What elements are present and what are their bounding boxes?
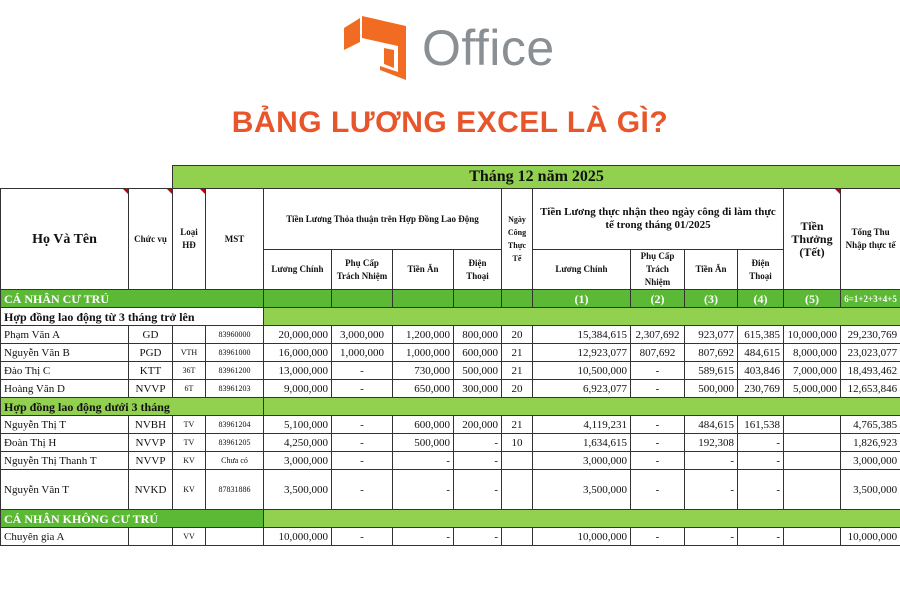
base-salary-cell: 20,000,000 [264,326,332,344]
workdays-cell: 20 [502,326,533,344]
workdays-cell [502,470,533,510]
rows-nonresident [1,528,900,546]
actual-allowance-cell: - [631,380,685,398]
meal-allowance-cell: 730,000 [393,362,454,380]
total-income-cell: 29,230,769 [841,326,900,344]
employee-name-cell: Phạm Văn A [1,326,129,344]
allowance-cell: 3,000,000 [332,326,393,344]
header-sub-base: Lương Chính [264,250,332,290]
employee-name-cell: Đoàn Thị H [1,434,129,452]
actual-base-salary-cell: 1,634,615 [533,434,631,452]
phone-allowance-cell: - [454,434,502,452]
header-sub-phone: Điện Thoại [454,250,502,290]
section-nonresident-row [1,510,900,528]
actual-phone-cell: - [738,434,784,452]
workdays-cell: 20 [502,380,533,398]
section-fill [264,510,900,528]
allowance-cell: - [332,452,393,470]
phone-allowance-cell: 300,000 [454,380,502,398]
meal-allowance-cell: - [393,528,454,546]
actual-meal-cell: 923,077 [685,326,738,344]
phone-allowance-cell: 500,000 [454,362,502,380]
employee-name-cell: Nguyễn Văn T [1,470,129,510]
actual-meal-cell: 807,692 [685,344,738,362]
col-index-2: (2) [631,290,685,308]
bonus-cell: 7,000,000 [784,362,841,380]
total-income-cell: 3,500,000 [841,470,900,510]
bonus-cell [784,416,841,434]
phone-allowance-cell: - [454,470,502,510]
section-resident-row [1,290,900,308]
bonus-cell: 10,000,000 [784,326,841,344]
bonus-cell: 8,000,000 [784,344,841,362]
position-cell: NVBH [129,416,173,434]
actual-phone-cell: - [738,528,784,546]
actual-allowance-cell: - [631,470,685,510]
actual-phone-cell: - [738,452,784,470]
actual-phone-cell: 484,615 [738,344,784,362]
table-row [1,434,900,452]
actual-meal-cell: - [685,470,738,510]
group-fill [264,398,900,416]
col-index-5: (5) [784,290,841,308]
actual-base-salary-cell: 3,000,000 [533,452,631,470]
section-cell [393,290,454,308]
base-salary-cell: 16,000,000 [264,344,332,362]
tax-code-cell: 83961205 [206,434,264,452]
allowance-cell: - [332,416,393,434]
payroll-sheet [0,165,900,546]
table-row [1,416,900,434]
allowance-cell: - [332,528,393,546]
meal-allowance-cell: 1,000,000 [393,344,454,362]
position-cell: GD [129,326,173,344]
actual-allowance-cell: 2,307,692 [631,326,685,344]
position-cell: NVVP [129,452,173,470]
group-fill [264,308,900,326]
workdays-cell: 10 [502,434,533,452]
base-salary-cell: 4,250,000 [264,434,332,452]
allowance-cell: - [332,380,393,398]
position-cell [129,528,173,546]
header-tax-code: MST [206,189,264,290]
contract-type-cell: KV [173,452,206,470]
total-income-cell: 1,826,923 [841,434,900,452]
section-cell [332,290,393,308]
meal-allowance-cell: 1,200,000 [393,326,454,344]
base-salary-cell: 10,000,000 [264,528,332,546]
meal-allowance-cell: 650,000 [393,380,454,398]
header-actual-salary: Tiền Lương thực nhận theo ngày công đi làm thực tế trong tháng 01/2025 [533,189,784,250]
table-row [1,362,900,380]
meal-allowance-cell: - [393,470,454,510]
blank-cell [129,166,173,189]
group-long-row [1,308,900,326]
position-cell: NVVP [129,434,173,452]
header-sub-allowance-actual: Phụ Cấp Trách Nhiệm [631,250,685,290]
actual-base-salary-cell: 12,923,077 [533,344,631,362]
tax-code-cell: 83961000 [206,344,264,362]
actual-base-salary-cell: 3,500,000 [533,470,631,510]
header-position: Chức vụ [129,189,173,290]
total-formula: 6=1+2+3+4+5 [841,290,900,308]
tax-code-cell: 83961204 [206,416,264,434]
contract-type-cell [173,326,206,344]
position-cell: NVVP [129,380,173,398]
phone-allowance-cell: 600,000 [454,344,502,362]
actual-meal-cell: 192,308 [685,434,738,452]
actual-phone-cell: - [738,470,784,510]
actual-meal-cell: 500,000 [685,380,738,398]
contract-type-cell: VV [173,528,206,546]
group-short-label: Hợp đồng lao động dưới 3 tháng [1,398,264,416]
workdays-cell [502,452,533,470]
header-name: Họ Và Tên [1,189,129,290]
actual-phone-cell: 230,769 [738,380,784,398]
rows-short [1,416,900,510]
header-sub-meal: Tiền Ăn [393,250,454,290]
total-income-cell: 18,493,462 [841,362,900,380]
header-sub-meal-actual: Tiền Ăn [685,250,738,290]
phone-allowance-cell: - [454,452,502,470]
group-short-row [1,398,900,416]
phone-allowance-cell: 200,000 [454,416,502,434]
total-income-cell: 12,653,846 [841,380,900,398]
actual-base-salary-cell: 4,119,231 [533,416,631,434]
actual-meal-cell: 589,615 [685,362,738,380]
actual-meal-cell: 484,615 [685,416,738,434]
base-salary-cell: 9,000,000 [264,380,332,398]
actual-phone-cell: 161,538 [738,416,784,434]
total-income-cell: 23,023,077 [841,344,900,362]
header-sub-allowance: Phụ Cấp Trách Nhiệm [332,250,393,290]
group-long-label: Hợp đồng lao động từ 3 tháng trở lên [1,308,264,326]
tax-code-cell: 83961203 [206,380,264,398]
section-nonresident-label: CÁ NHÂN KHÔNG CƯ TRÚ [1,510,264,528]
actual-meal-cell: - [685,528,738,546]
section-resident-label: CÁ NHÂN CƯ TRÚ [1,290,264,308]
contract-type-cell: 6T [173,380,206,398]
employee-name-cell: Chuyên gia A [1,528,129,546]
contract-type-cell: 36T [173,362,206,380]
header-sub-base-actual: Lương Chính [533,250,631,290]
workdays-cell: 21 [502,344,533,362]
base-salary-cell: 5,100,000 [264,416,332,434]
meal-allowance-cell: 500,000 [393,434,454,452]
tax-code-cell: 87831886 [206,470,264,510]
section-cell [454,290,502,308]
actual-allowance-cell: - [631,416,685,434]
actual-allowance-cell: - [631,434,685,452]
actual-phone-cell: 403,846 [738,362,784,380]
meal-allowance-cell: - [393,452,454,470]
employee-name-cell: Nguyễn Văn B [1,344,129,362]
bonus-cell: 5,000,000 [784,380,841,398]
workdays-cell [502,528,533,546]
base-salary-cell: 13,000,000 [264,362,332,380]
actual-base-salary-cell: 15,384,615 [533,326,631,344]
actual-allowance-cell: 807,692 [631,344,685,362]
table-row [1,452,900,470]
section-cell [502,290,533,308]
contract-type-cell: TV [173,434,206,452]
actual-phone-cell: 615,385 [738,326,784,344]
tax-code-cell [206,528,264,546]
header-workdays: Ngày Công Thực Tế [502,189,533,290]
employee-name-cell: Nguyễn Thị T [1,416,129,434]
rows-long [1,326,900,398]
allowance-cell: - [332,470,393,510]
month-title-row [1,166,900,189]
section-cell [264,290,332,308]
table-row [1,380,900,398]
col-index-1: (1) [533,290,631,308]
actual-base-salary-cell: 10,500,000 [533,362,631,380]
table-row [1,528,900,546]
phone-allowance-cell: 800,000 [454,326,502,344]
allowance-cell: 1,000,000 [332,344,393,362]
brand-name: Office [422,20,555,76]
total-income-cell: 4,765,385 [841,416,900,434]
position-cell: PGD [129,344,173,362]
workdays-cell: 21 [502,362,533,380]
header-bonus: Tiền Thưởng (Tết) [784,189,841,290]
phone-allowance-cell: - [454,528,502,546]
workdays-cell: 21 [502,416,533,434]
position-cell: KTT [129,362,173,380]
bonus-cell [784,434,841,452]
bonus-cell [784,528,841,546]
blank-cell [1,166,129,189]
actual-base-salary-cell: 6,923,077 [533,380,631,398]
allowance-cell: - [332,362,393,380]
header-total: Tổng Thu Nhập thực tế [841,189,900,290]
contract-type-cell: KV [173,470,206,510]
total-income-cell: 10,000,000 [841,528,900,546]
actual-allowance-cell: - [631,528,685,546]
employee-name-cell: Đào Thị C [1,362,129,380]
header-row-main [1,189,900,250]
base-salary-cell: 3,500,000 [264,470,332,510]
tax-code-cell: Chưa có [206,452,264,470]
page-headline: BẢNG LƯƠNG EXCEL LÀ GÌ? [231,106,669,139]
month-title: Tháng 12 năm 2025 [173,166,900,189]
col-index-4: (4) [738,290,784,308]
office-logo-icon [340,12,412,84]
actual-meal-cell: - [685,452,738,470]
allowance-cell: - [332,434,393,452]
meal-allowance-cell: 600,000 [393,416,454,434]
header-sub-phone-actual: Điện Thoại [738,250,784,290]
tax-code-cell: 83961200 [206,362,264,380]
employee-name-cell: Hoàng Văn D [1,380,129,398]
tax-code-cell: 83960000 [206,326,264,344]
actual-base-salary-cell: 10,000,000 [533,528,631,546]
contract-type-cell: TV [173,416,206,434]
bonus-cell [784,452,841,470]
header-agreed-salary: Tiền Lương Thỏa thuận trên Hợp Đồng Lao Động [264,189,502,250]
actual-allowance-cell: - [631,452,685,470]
table-row [1,326,900,344]
table-row [1,470,900,510]
employee-name-cell: Nguyễn Thị Thanh T [1,452,129,470]
position-cell: NVKD [129,470,173,510]
base-salary-cell: 3,000,000 [264,452,332,470]
bonus-cell [784,470,841,510]
contract-type-cell: VTH [173,344,206,362]
header-contract-type: Loại HĐ [173,189,206,290]
actual-allowance-cell: - [631,362,685,380]
brand-logo [340,12,565,84]
table-row [1,344,900,362]
total-income-cell: 3,000,000 [841,452,900,470]
col-index-3: (3) [685,290,738,308]
